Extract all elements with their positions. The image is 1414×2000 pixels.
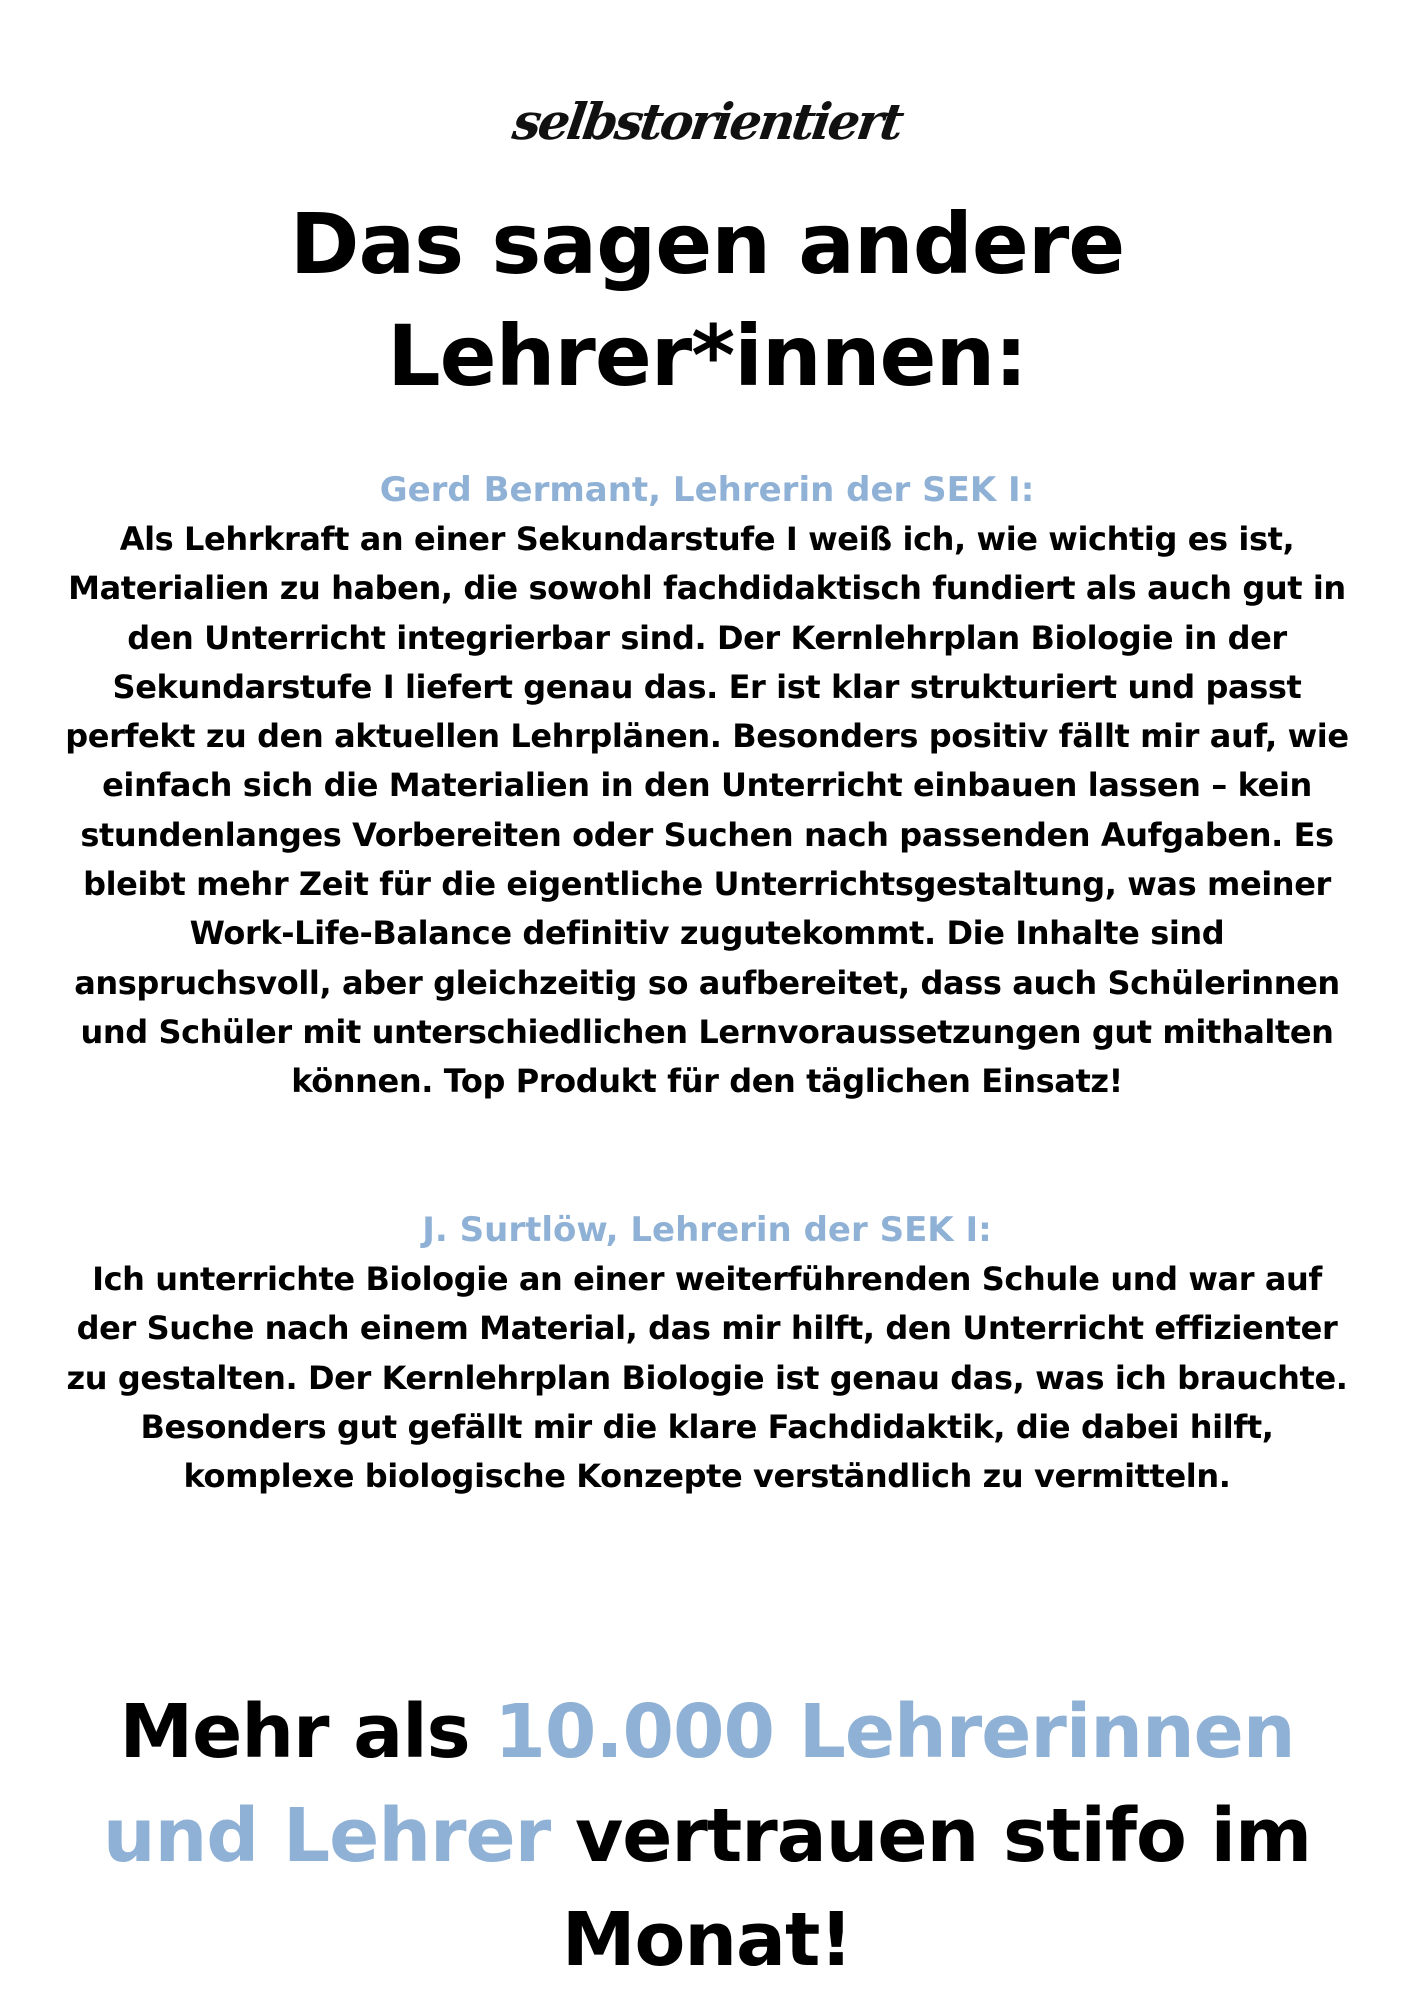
closing-text-start: Mehr als	[119, 1689, 495, 1775]
testimonial-text: Ich unterrichte Biologie an einer weiterführenden Schule und war auf der Suche nach einem Material, das mir hilft, den Unterricht effizienter zu gestalten. Der Kernlehrplan Biologie ist genau das, was ich brauchte. Besonders gut gefällt mir die klare Fachdidaktik, die dabei hilft, komplexe biologische Konzepte verständlich zu vermitteln.	[66, 1260, 1348, 1496]
page-title-line-1: Das sagen andere	[289, 195, 1125, 293]
testimonial-author: Gerd Bermant, Lehrerin der SEK I:	[379, 470, 1035, 510]
brand-logo: selbstorientiert	[509, 92, 905, 151]
testimonial-author: J. Surtlöw, Lehrerin der SEK I:	[422, 1210, 992, 1250]
closing-text-end: vertrauen stifo im Monat!	[550, 1793, 1312, 1983]
page-title-line-2: Lehrer*innen:	[387, 307, 1027, 405]
closing-statement	[30, 1680, 1384, 1992]
closing-highlight: 10.000 Lehrerinnen und Lehrer	[102, 1689, 1295, 1879]
testimonial-text: Als Lehrkraft an einer Sekundarstufe I weiß ich, wie wichtig es ist, Materialien zu haben, die sowohl fachdidaktisch fundiert als auch gut in den Unterricht integrierbar sind. Der Kernlehrplan Biologie in der Sekundarstufe I liefert genau das. Er ist klar strukturiert und passt perfekt zu den aktuellen Lehrplänen. Besonders positiv fällt mir auf, wie einfach sich die Materialien in den Unterricht einbauen lassen – kein stundenlanges Vorbereiten oder Suchen nach passenden Aufgaben. Es bleibt mehr Zeit für die eigentliche Unterrichtsgestaltung, was meiner Work-Life-Balance definitiv zugutekommt. Die Inhalte sind anspruchsvoll, aber gleichzeitig so aufbereitet, dass auch Schülerinnen und Schüler mit unterschiedlichen Lernvoraussetzungen gut mithalten können. Top Produkt für den täglichen Einsatz!	[65, 520, 1349, 1101]
page-title	[0, 188, 1414, 412]
testimonial-2	[60, 1205, 1354, 1501]
testimonial-1	[60, 465, 1354, 1107]
